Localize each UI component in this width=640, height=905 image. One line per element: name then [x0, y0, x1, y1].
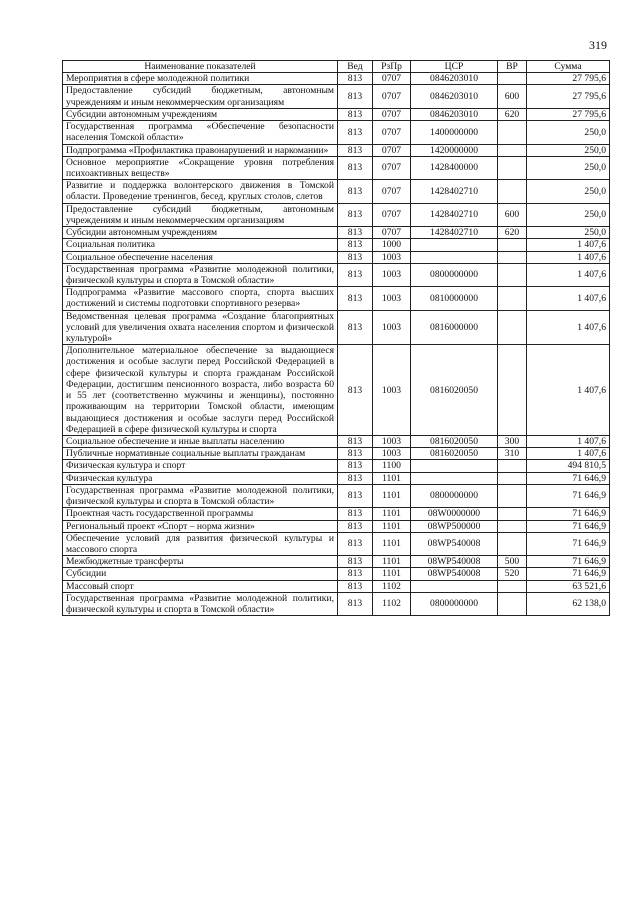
row-sum: 1 407,6: [527, 239, 610, 251]
row-name: Государственная программа «Развитие молодежной политики, физической культуры и спорта в Томской области»: [63, 263, 338, 286]
row-rzpr: 1003: [373, 448, 411, 460]
row-ved: 813: [338, 287, 373, 310]
table-row: [63, 121, 610, 144]
row-vr: 500: [498, 556, 527, 568]
table-row: [63, 592, 610, 615]
table-row: [63, 144, 610, 156]
row-name: Субсидии автономным учреждениям: [63, 108, 338, 120]
row-vr: 310: [498, 448, 527, 460]
row-csr: 08WP540008: [411, 568, 498, 580]
row-name: Субсидии: [63, 568, 338, 580]
row-sum: 1 407,6: [527, 436, 610, 448]
row-csr: 1428402710: [411, 227, 498, 239]
row-rzpr: 1101: [373, 520, 411, 532]
table-row: [63, 345, 610, 436]
row-vr: [498, 310, 527, 345]
row-vr: [498, 520, 527, 532]
table-row: [63, 263, 610, 286]
table-row: [63, 508, 610, 520]
row-vr: [498, 460, 527, 472]
table-row: [63, 532, 610, 555]
row-csr: 0816020050: [411, 436, 498, 448]
row-sum: 494 810,5: [527, 460, 610, 472]
table-body: [63, 73, 610, 616]
row-sum: 250,0: [527, 180, 610, 203]
row-rzpr: 0707: [373, 121, 411, 144]
row-ved: 813: [338, 592, 373, 615]
row-sum: 63 521,6: [527, 580, 610, 592]
row-csr: 0816000000: [411, 310, 498, 345]
row-ved: 813: [338, 580, 373, 592]
row-rzpr: 1101: [373, 484, 411, 507]
row-name: Обеспечение условий для развития физической культуры и массового спорта: [63, 532, 338, 555]
row-rzpr: 0707: [373, 203, 411, 226]
row-vr: [498, 532, 527, 555]
row-ved: 813: [338, 144, 373, 156]
table-row: [63, 108, 610, 120]
row-rzpr: 1102: [373, 580, 411, 592]
table-row: [63, 484, 610, 507]
row-rzpr: 1101: [373, 508, 411, 520]
row-name: Физическая культура: [63, 472, 338, 484]
row-sum: 71 646,9: [527, 568, 610, 580]
row-ved: 813: [338, 472, 373, 484]
row-csr: 0846203010: [411, 73, 498, 85]
row-csr: 1428400000: [411, 156, 498, 179]
row-vr: 600: [498, 203, 527, 226]
table-header-row: [63, 61, 610, 73]
row-sum: 1 407,6: [527, 310, 610, 345]
row-rzpr: 1102: [373, 592, 411, 615]
row-sum: 1 407,6: [527, 263, 610, 286]
table-row: [63, 73, 610, 85]
row-name: Основное мероприятие «Сокращение уровня потребления психоактивных веществ»: [63, 156, 338, 179]
row-sum: 250,0: [527, 203, 610, 226]
row-sum: 71 646,9: [527, 508, 610, 520]
row-vr: 600: [498, 85, 527, 108]
row-name: Социальная политика: [63, 239, 338, 251]
row-csr: 08WP500000: [411, 520, 498, 532]
row-vr: [498, 73, 527, 85]
row-vr: [498, 472, 527, 484]
row-rzpr: 0707: [373, 73, 411, 85]
row-csr: [411, 580, 498, 592]
table-row: [63, 520, 610, 532]
table-row: [63, 156, 610, 179]
row-csr: 0800000000: [411, 484, 498, 507]
row-sum: 71 646,9: [527, 484, 610, 507]
table-row: [63, 203, 610, 226]
row-csr: 0800000000: [411, 592, 498, 615]
table-row: [63, 180, 610, 203]
row-vr: 520: [498, 568, 527, 580]
row-vr: [498, 345, 527, 436]
row-vr: [498, 251, 527, 263]
row-ved: 813: [338, 568, 373, 580]
row-ved: 813: [338, 227, 373, 239]
row-ved: 813: [338, 121, 373, 144]
row-name: Субсидии автономным учреждениям: [63, 227, 338, 239]
row-sum: 1 407,6: [527, 345, 610, 436]
row-name: Государственная программа «Развитие молодежной политики, физической культуры и спорта в Томской области»: [63, 484, 338, 507]
row-csr: 0816020050: [411, 448, 498, 460]
table-row: [63, 556, 610, 568]
row-name: Подпрограмма «Профилактика правонарушений и наркомании»: [63, 144, 338, 156]
row-rzpr: 1003: [373, 287, 411, 310]
row-csr: 1428402710: [411, 180, 498, 203]
row-name: Региональный проект «Спорт – норма жизни»: [63, 520, 338, 532]
row-csr: 0800000000: [411, 263, 498, 286]
row-rzpr: 1101: [373, 568, 411, 580]
row-sum: 1 407,6: [527, 251, 610, 263]
row-name: Социальное обеспечение населения: [63, 251, 338, 263]
row-vr: [498, 239, 527, 251]
row-rzpr: 1003: [373, 310, 411, 345]
page-number: 319: [589, 38, 607, 52]
header-rzpr: РзПр: [373, 61, 411, 73]
row-name: Предоставление субсидий бюджетным, автономным учреждениям и иным некоммерческим организациям: [63, 85, 338, 108]
row-sum: 250,0: [527, 156, 610, 179]
row-csr: 0816020050: [411, 345, 498, 436]
row-vr: [498, 263, 527, 286]
row-rzpr: 1101: [373, 532, 411, 555]
row-vr: [498, 508, 527, 520]
row-csr: 1428402710: [411, 203, 498, 226]
row-ved: 813: [338, 180, 373, 203]
row-csr: [411, 472, 498, 484]
row-rzpr: 1003: [373, 436, 411, 448]
budget-table: [62, 60, 610, 616]
table-row: [63, 251, 610, 263]
row-csr: [411, 251, 498, 263]
table-row: [63, 448, 610, 460]
row-vr: [498, 121, 527, 144]
row-ved: 813: [338, 73, 373, 85]
row-csr: 1420000000: [411, 144, 498, 156]
row-vr: [498, 144, 527, 156]
table-row: [63, 227, 610, 239]
row-ved: 813: [338, 239, 373, 251]
table-row: [63, 287, 610, 310]
row-vr: 620: [498, 227, 527, 239]
table-row: [63, 85, 610, 108]
row-name: Дополнительное материальное обеспечение за выдающиеся достижения и особые заслуги перед Российской Федерацией в сфере физической культуры и спорта гражданам Российской Федерации, достигшим пенсионного возраста, либо возраста 60 и 55 лет (соответственно мужчины и женщины), постоянно проживающим на территории Томской области, имеющим выдающиеся достижения и особые заслуги перед Российской Федерацией в сфере физической культуры и спорта: [63, 345, 338, 436]
row-csr: 08WP540008: [411, 532, 498, 555]
row-name: Государственная программа «Обеспечение безопасности населения Томской области»: [63, 121, 338, 144]
row-vr: [498, 592, 527, 615]
row-rzpr: 1000: [373, 239, 411, 251]
row-ved: 813: [338, 345, 373, 436]
row-csr: [411, 460, 498, 472]
table-row: [63, 580, 610, 592]
row-rzpr: 1101: [373, 472, 411, 484]
row-ved: 813: [338, 263, 373, 286]
row-name: Межбюджетные трансферты: [63, 556, 338, 568]
row-rzpr: 1100: [373, 460, 411, 472]
table-row: [63, 436, 610, 448]
header-csr: ЦСР: [411, 61, 498, 73]
row-sum: 27 795,6: [527, 108, 610, 120]
row-name: Подпрограмма «Развитие массового спорта, спорта высших достижений и системы подготовки спортивного резерва»: [63, 287, 338, 310]
row-sum: 1 407,6: [527, 448, 610, 460]
row-name: Государственная программа «Развитие молодежной политики, физической культуры и спорта в Томской области»: [63, 592, 338, 615]
row-name: Социальное обеспечение и иные выплаты населению: [63, 436, 338, 448]
header-ved: Вед: [338, 61, 373, 73]
row-vr: [498, 156, 527, 179]
row-rzpr: 0707: [373, 227, 411, 239]
table-row: [63, 568, 610, 580]
row-name: Мероприятия в сфере молодежной политики: [63, 73, 338, 85]
row-csr: 0846203010: [411, 85, 498, 108]
row-ved: 813: [338, 508, 373, 520]
row-ved: 813: [338, 460, 373, 472]
row-sum: 250,0: [527, 144, 610, 156]
row-ved: 813: [338, 310, 373, 345]
table-row: [63, 460, 610, 472]
row-vr: [498, 484, 527, 507]
row-rzpr: 0707: [373, 180, 411, 203]
row-rzpr: 0707: [373, 85, 411, 108]
row-vr: [498, 580, 527, 592]
row-sum: 62 138,0: [527, 592, 610, 615]
row-ved: 813: [338, 532, 373, 555]
header-sum: Сумма: [527, 61, 610, 73]
table-row: [63, 310, 610, 345]
row-vr: 620: [498, 108, 527, 120]
row-vr: [498, 287, 527, 310]
row-sum: 27 795,6: [527, 85, 610, 108]
row-rzpr: 0707: [373, 156, 411, 179]
row-vr: 300: [498, 436, 527, 448]
row-csr: 1400000000: [411, 121, 498, 144]
row-ved: 813: [338, 448, 373, 460]
row-ved: 813: [338, 520, 373, 532]
row-name: Массовый спорт: [63, 580, 338, 592]
row-rzpr: 1003: [373, 263, 411, 286]
row-sum: 250,0: [527, 227, 610, 239]
row-csr: 08WP540008: [411, 556, 498, 568]
row-rzpr: 0707: [373, 144, 411, 156]
row-ved: 813: [338, 484, 373, 507]
row-vr: [498, 180, 527, 203]
row-sum: 71 646,9: [527, 532, 610, 555]
row-rzpr: 1003: [373, 345, 411, 436]
row-sum: 250,0: [527, 121, 610, 144]
row-ved: 813: [338, 203, 373, 226]
row-ved: 813: [338, 156, 373, 179]
row-sum: 27 795,6: [527, 73, 610, 85]
row-sum: 71 646,9: [527, 556, 610, 568]
row-name: Физическая культура и спорт: [63, 460, 338, 472]
row-sum: 71 646,9: [527, 520, 610, 532]
row-csr: 0810000000: [411, 287, 498, 310]
row-ved: 813: [338, 251, 373, 263]
row-name: Предоставление субсидий бюджетным, автономным учреждениям и иным некоммерческим организациям: [63, 203, 338, 226]
row-name: Публичные нормативные социальные выплаты гражданам: [63, 448, 338, 460]
header-name: Наименование показателей: [63, 61, 338, 73]
row-sum: 71 646,9: [527, 472, 610, 484]
row-rzpr: 1101: [373, 556, 411, 568]
row-ved: 813: [338, 108, 373, 120]
row-csr: [411, 239, 498, 251]
table-row: [63, 472, 610, 484]
row-ved: 813: [338, 85, 373, 108]
row-ved: 813: [338, 556, 373, 568]
row-ved: 813: [338, 436, 373, 448]
row-sum: 1 407,6: [527, 287, 610, 310]
row-name: Развитие и поддержка волонтерского движения в Томской области. Проведение тренингов, бесед, круглых столов, слетов: [63, 180, 338, 203]
row-rzpr: 1003: [373, 251, 411, 263]
row-rzpr: 0707: [373, 108, 411, 120]
row-name: Проектная часть государственной программы: [63, 508, 338, 520]
row-csr: 0846203010: [411, 108, 498, 120]
header-vr: ВР: [498, 61, 527, 73]
row-csr: 08W0000000: [411, 508, 498, 520]
row-name: Ведомственная целевая программа «Создание благоприятных условий для увеличения охвата населения спортом и физической культурой»: [63, 310, 338, 345]
table-row: [63, 239, 610, 251]
